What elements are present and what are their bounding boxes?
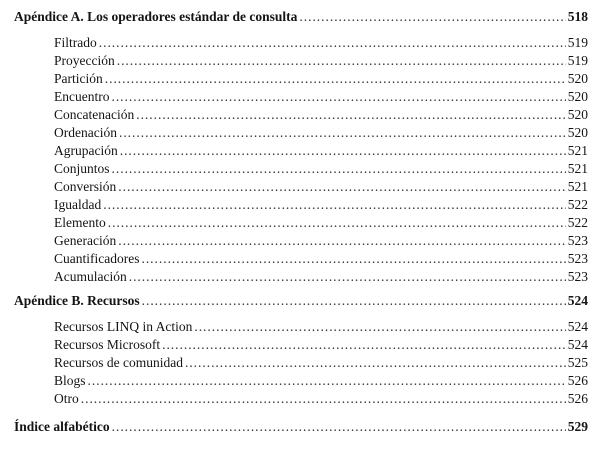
dot-leader [108,214,566,232]
entry-title: Agrupación [54,143,118,158]
entry-page-number: 520 [567,125,588,140]
entry-page-number: 520 [567,89,588,104]
dot-leader [105,70,566,88]
dot-leader [129,268,566,286]
entry-page-number: 523 [567,269,588,284]
toc-entry[interactable] [0,318,600,336]
toc-entry[interactable] [0,34,600,52]
chapter-page-number: 529 [567,419,588,434]
toc-entry[interactable] [0,250,600,268]
entry-title: Recursos Microsoft [54,337,161,352]
toc-entry[interactable] [0,52,600,70]
entry-title: Acumulación [54,269,127,284]
dot-leader [119,124,566,142]
toc-entry[interactable] [0,196,600,214]
toc-chapter-index[interactable] [0,418,600,436]
dot-leader [185,354,566,372]
entry-page-number: 526 [567,391,588,406]
dot-leader [118,178,566,196]
entry-page-number: 521 [567,143,588,158]
toc-entry[interactable] [0,336,600,354]
dot-leader [111,88,565,106]
entry-page-number: 521 [567,179,588,194]
entry-title: Recursos de comunidad [54,355,183,370]
toc-entry[interactable] [0,390,600,408]
toc-entry[interactable] [0,106,600,124]
chapter-page-number: 518 [567,9,588,24]
entry-page-number: 522 [567,197,588,212]
dot-leader [142,292,566,310]
dot-leader [81,390,566,408]
entry-page-number: 523 [567,251,588,266]
toc-entry[interactable] [0,142,600,160]
dot-leader [103,196,566,214]
toc-entry[interactable] [0,160,600,178]
entry-title: Concatenación [54,107,135,122]
dot-leader [120,142,566,160]
entry-page-number: 519 [567,53,588,68]
entry-page-number: 524 [567,319,588,334]
entry-title: Partición [54,71,103,86]
dot-leader [99,34,566,52]
chapter-title: Índice alfabético [14,419,110,434]
toc-chapter-appendix-a[interactable] [0,8,600,26]
toc-entry[interactable] [0,372,600,390]
entry-page-number: 521 [567,161,588,176]
entry-title: Recursos LINQ in Action [54,319,193,334]
toc-entry[interactable] [0,232,600,250]
entry-title: Elemento [54,215,106,230]
chapter-title: Apéndice A. Los operadores estándar de consulta [14,9,298,24]
dot-leader [88,372,566,390]
dot-leader [117,52,566,70]
entry-title: Generación [54,233,117,248]
entry-title: Igualdad [54,197,102,212]
dot-leader [136,106,566,124]
entry-page-number: 526 [567,373,588,388]
entry-title: Blogs [54,373,86,388]
entry-title: Proyección [54,53,115,68]
toc-entry[interactable] [0,268,600,286]
dot-leader [118,232,566,250]
entry-title: Encuentro [54,89,110,104]
toc-entry[interactable] [0,178,600,196]
entry-title: Conjuntos [54,161,110,176]
chapter-page-number: 524 [567,293,588,308]
entry-title: Otro [54,391,79,406]
entry-title: Conversión [54,179,117,194]
dot-leader [112,418,566,436]
entry-page-number: 524 [567,337,588,352]
entry-page-number: 525 [567,355,588,370]
toc-entry[interactable] [0,354,600,372]
toc-entry[interactable] [0,214,600,232]
dot-leader [299,8,565,26]
toc-chapter-appendix-b[interactable] [0,292,600,310]
entry-page-number: 520 [567,107,588,122]
dot-leader [194,318,565,336]
entry-title: Ordenación [54,125,117,140]
dot-leader [141,250,565,268]
toc-entry[interactable] [0,124,600,142]
dot-leader [162,336,566,354]
entry-page-number: 520 [567,71,588,86]
entry-page-number: 523 [567,233,588,248]
dot-leader [112,160,566,178]
entry-title: Cuantificadores [54,251,140,266]
entry-page-number: 519 [567,35,588,50]
entry-page-number: 522 [567,215,588,230]
entry-title: Filtrado [54,35,97,50]
toc-entry[interactable] [0,70,600,88]
chapter-title: Apéndice B. Recursos [14,293,140,308]
toc-entry[interactable] [0,88,600,106]
